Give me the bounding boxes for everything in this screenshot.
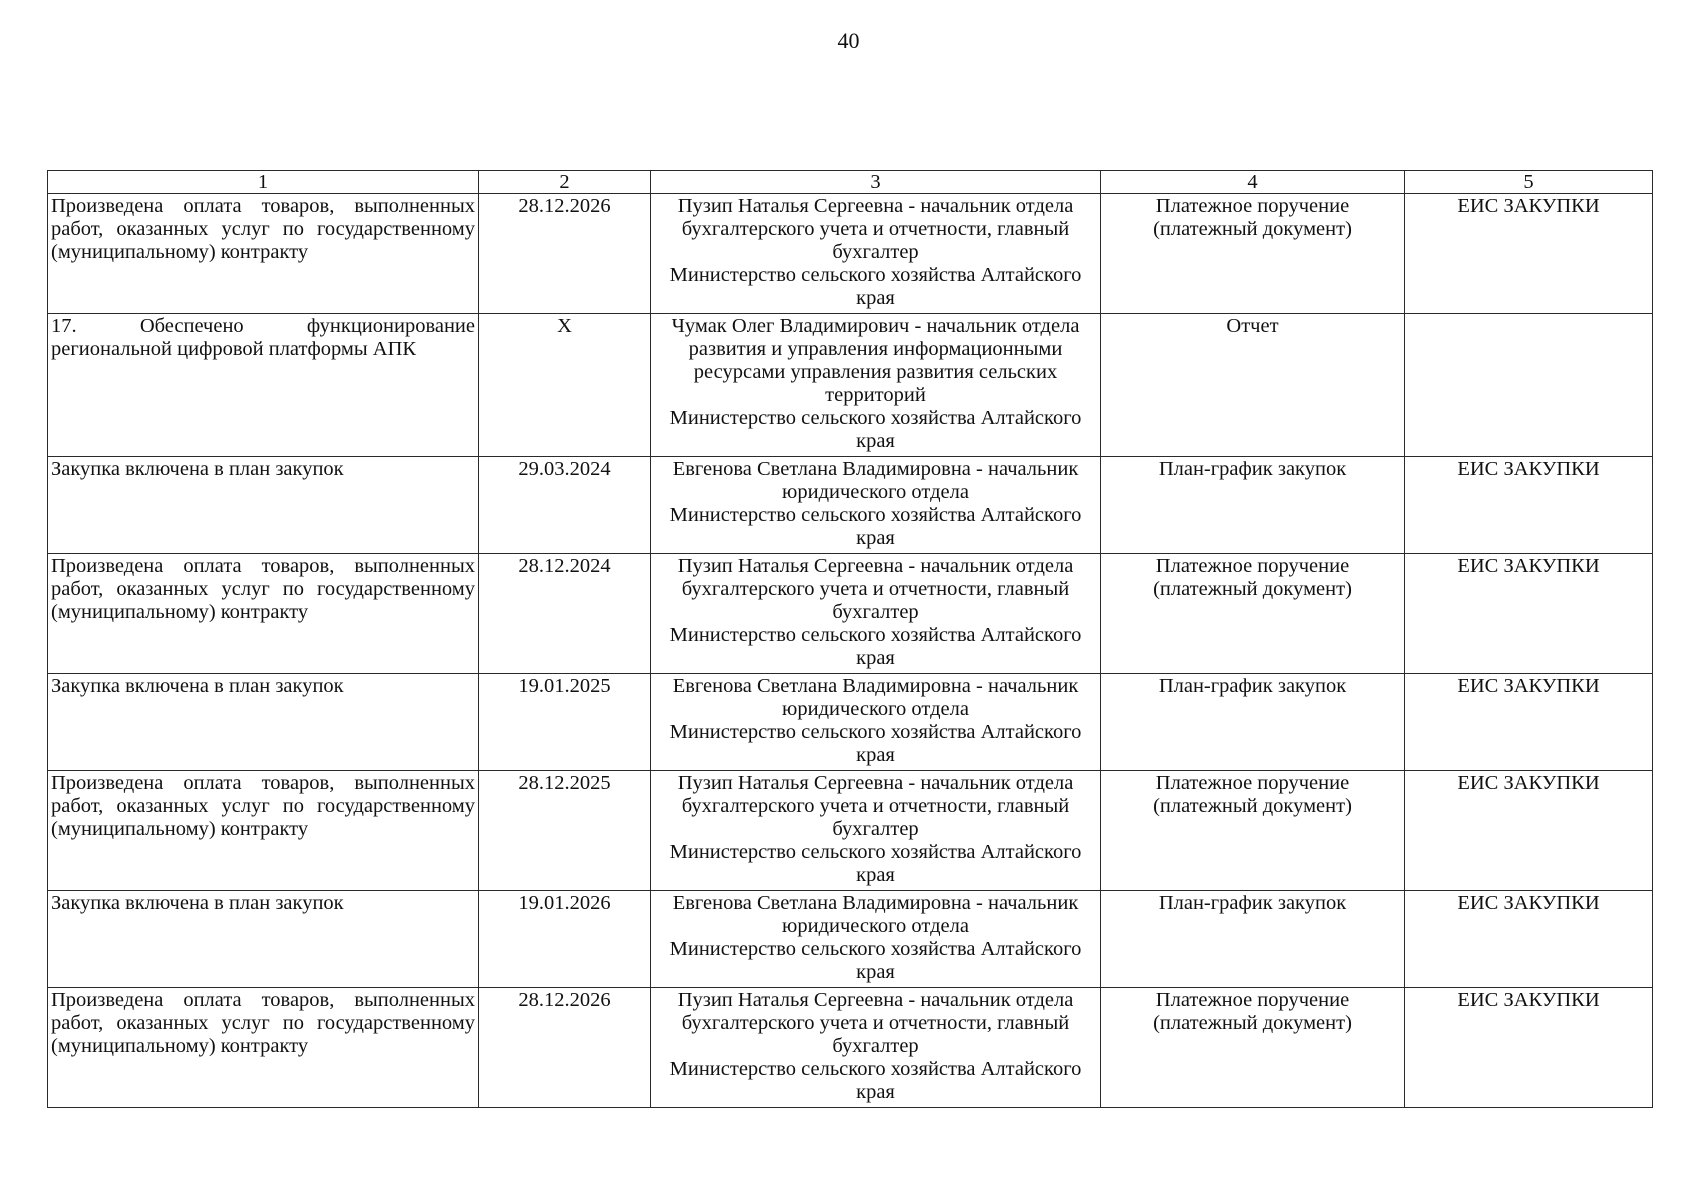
table-row — [48, 314, 1653, 457]
event-cell: Произведена оплата товаров, выполненных работ, оказанных услуг по государственному (муниципальному) контракту — [48, 771, 479, 891]
responsible-cell — [651, 194, 1101, 314]
responsible-organization: Министерство сельского хозяйства Алтайского края — [669, 841, 1082, 886]
event-cell: Закупка включена в план закупок — [48, 457, 479, 554]
table-row — [48, 988, 1653, 1108]
date-cell: 29.03.2024 — [479, 457, 651, 554]
system-cell — [1405, 314, 1653, 457]
responsible-organization: Министерство сельского хозяйства Алтайского края — [669, 504, 1082, 549]
responsible-cell — [651, 314, 1101, 457]
event-cell: Закупка включена в план закупок — [48, 891, 479, 988]
document-cell: План-график закупок — [1101, 674, 1405, 771]
document-cell: План-график закупок — [1101, 891, 1405, 988]
responsible-cell — [651, 674, 1101, 771]
table-row — [48, 674, 1653, 771]
event-cell: Произведена оплата товаров, выполненных работ, оказанных услуг по государственному (муниципальному) контракту — [48, 988, 479, 1108]
responsible-cell — [651, 891, 1101, 988]
document-cell: Платежное поручение (платежный документ) — [1101, 194, 1405, 314]
document-cell: Отчет — [1101, 314, 1405, 457]
responsible-cell — [651, 554, 1101, 674]
responsible-person: Пузип Наталья Сергеевна - начальник отдела бухгалтерского учета и отчетности, главный бухгалтер — [677, 555, 1074, 623]
date-cell: 19.01.2026 — [479, 891, 651, 988]
responsible-cell — [651, 457, 1101, 554]
column-number-header: 1 — [48, 171, 479, 194]
responsible-person: Чумак Олег Владимирович - начальник отдела развития и управления информационными ресурсами управления развития сельских территорий — [671, 315, 1080, 406]
responsible-organization: Министерство сельского хозяйства Алтайского края — [669, 407, 1082, 452]
table-body — [48, 194, 1653, 1108]
responsible-organization: Министерство сельского хозяйства Алтайского края — [669, 1058, 1082, 1103]
page-number: 40 — [837, 28, 860, 53]
responsible-organization: Министерство сельского хозяйства Алтайского края — [669, 721, 1082, 766]
column-number-header: 5 — [1405, 171, 1653, 194]
system-cell: ЕИС ЗАКУПКИ — [1405, 194, 1653, 314]
date-cell: 28.12.2025 — [479, 771, 651, 891]
date-cell: X — [479, 314, 651, 457]
document-cell: Платежное поручение (платежный документ) — [1101, 771, 1405, 891]
header-row — [48, 171, 1653, 194]
table-row — [48, 554, 1653, 674]
responsible-person: Евгенова Светлана Владимировна - начальник юридического отдела — [672, 675, 1079, 720]
event-cell: 17. Обеспечено функционирование региональной цифровой платформы АПК — [48, 314, 479, 457]
document-table — [47, 170, 1653, 1108]
responsible-organization: Министерство сельского хозяйства Алтайского края — [669, 624, 1082, 669]
responsible-cell — [651, 771, 1101, 891]
event-cell: Произведена оплата товаров, выполненных работ, оказанных услуг по государственному (муниципальному) контракту — [48, 554, 479, 674]
table-row — [48, 194, 1653, 314]
document-cell: Платежное поручение (платежный документ) — [1101, 988, 1405, 1108]
column-number-header: 3 — [651, 171, 1101, 194]
table-row — [48, 771, 1653, 891]
responsible-person: Пузип Наталья Сергеевна - начальник отдела бухгалтерского учета и отчетности, главный бухгалтер — [677, 195, 1074, 263]
responsible-person: Пузип Наталья Сергеевна - начальник отдела бухгалтерского учета и отчетности, главный бухгалтер — [677, 989, 1074, 1057]
responsible-organization: Министерство сельского хозяйства Алтайского края — [669, 938, 1082, 983]
responsible-organization: Министерство сельского хозяйства Алтайского края — [669, 264, 1082, 309]
table-row — [48, 891, 1653, 988]
date-cell: 19.01.2025 — [479, 674, 651, 771]
system-cell: ЕИС ЗАКУПКИ — [1405, 457, 1653, 554]
responsible-person: Евгенова Светлана Владимировна - начальник юридического отдела — [672, 458, 1079, 503]
document-cell: План-график закупок — [1101, 457, 1405, 554]
event-cell: Закупка включена в план закупок — [48, 674, 479, 771]
responsible-person: Пузип Наталья Сергеевна - начальник отдела бухгалтерского учета и отчетности, главный бухгалтер — [677, 772, 1074, 840]
event-cell: Произведена оплата товаров, выполненных работ, оказанных услуг по государственному (муниципальному) контракту — [48, 194, 479, 314]
system-cell: ЕИС ЗАКУПКИ — [1405, 988, 1653, 1108]
system-cell: ЕИС ЗАКУПКИ — [1405, 891, 1653, 988]
date-cell: 28.12.2024 — [479, 554, 651, 674]
date-cell: 28.12.2026 — [479, 988, 651, 1108]
responsible-cell — [651, 988, 1101, 1108]
column-number-header: 4 — [1101, 171, 1405, 194]
system-cell: ЕИС ЗАКУПКИ — [1405, 771, 1653, 891]
responsible-person: Евгенова Светлана Владимировна - начальник юридического отдела — [672, 892, 1079, 937]
document-cell: Платежное поручение (платежный документ) — [1101, 554, 1405, 674]
table-row — [48, 457, 1653, 554]
date-cell: 28.12.2026 — [479, 194, 651, 314]
system-cell: ЕИС ЗАКУПКИ — [1405, 674, 1653, 771]
system-cell: ЕИС ЗАКУПКИ — [1405, 554, 1653, 674]
column-number-header: 2 — [479, 171, 651, 194]
